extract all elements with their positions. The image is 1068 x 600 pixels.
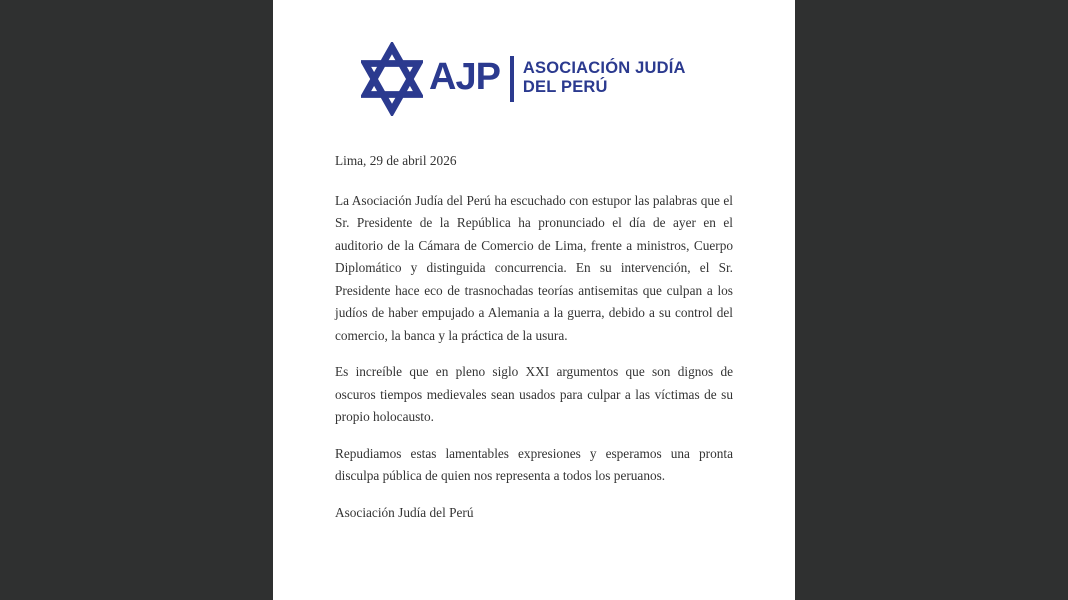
letter-body	[335, 150, 733, 524]
paragraph-1: La Asociación Judía del Perú ha escuchado con estupor las palabras que el Sr. Presidente de la República ha pronunciado el día de ayer en el auditorio de la Cámara de Comercio de Lima, frente a ministros, Cuerpo Diplomático y distinguida concurrencia. En su intervención, el Sr. Presidente hace eco de trasnochadas teorías antisemitas que culpan a los judíos de haber empujado a Alemania a la guerra, debido a su control del comercio, la banca y la práctica de la usura.	[335, 192, 733, 343]
dateline: Lima, 29 de abril 2026	[335, 153, 457, 168]
ajp-logo	[361, 42, 733, 116]
letter-page	[273, 0, 795, 600]
logo-acronym: AJP	[429, 56, 500, 98]
logo-org-name	[523, 59, 686, 100]
signature: Asociación Judía del Perú	[335, 504, 474, 520]
star-of-david-icon	[361, 42, 423, 116]
logo-divider	[510, 56, 514, 102]
paragraph-2: Es increíble que en pleno siglo XXI argumentos que son dignos de oscuros tiempos medievales sean usados para culpar a las víctimas de su propio holocausto.	[335, 364, 733, 424]
logo-org-line1: ASOCIACIÓN JUDÍA	[522, 58, 686, 77]
logo-org-line2: DEL PERÚ	[522, 78, 608, 96]
paragraph-3: Repudiamos estas lamentables expresiones y esperamos una pronta disculpa pública de quien nos representa a todos los peruanos.	[335, 445, 733, 483]
